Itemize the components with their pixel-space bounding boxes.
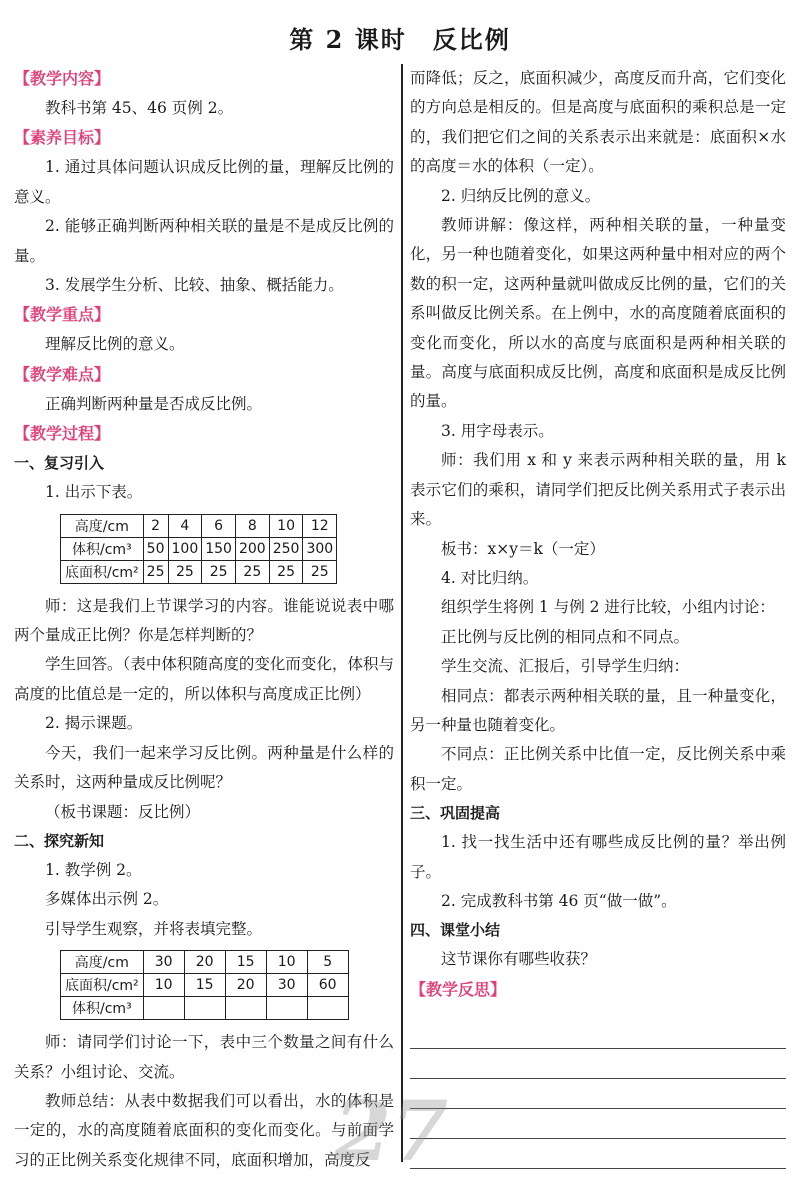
- table-cell: 6: [202, 514, 236, 537]
- table-cell: 15: [184, 974, 225, 997]
- r-para-8: 组织学生将例 1 与例 2 进行比较，小组内讨论：: [441, 598, 775, 617]
- table-cell: 25: [143, 560, 168, 583]
- table-cell: 4: [168, 514, 202, 537]
- table-cell: 150: [202, 537, 236, 560]
- r-para-12: 不同点：正比例关系中比值一定，反比例关系中乘积一定。: [410, 745, 786, 793]
- teaching-content: 教科书第 45、46 页例 2。: [45, 99, 234, 117]
- section-4-heading: 四、课堂小结: [410, 921, 501, 940]
- table-cell-blank: [307, 997, 348, 1020]
- table-row: [61, 974, 349, 997]
- s3-para-2: 2. 完成教科书第 46 页“做一做”。: [441, 891, 677, 910]
- table-row: [61, 560, 337, 583]
- table-cell: 底面积/cm²: [61, 560, 144, 583]
- goal-3: 3. 发展学生分析、比较、抽象、概括能力。: [45, 276, 344, 295]
- section-3-heading: 三、巩固提高: [410, 804, 501, 823]
- table-row: [61, 514, 337, 537]
- r-para-3: 教师讲解：像这样，两种相关联的量，一种量变化，另一种也随着变化，如果这两种量中相对应的两个数的积一定，这两种量就叫做成反比例的量，它们的关系叫做反比例关系。在上例中，水的高度随着底面积的变化而变化，所以水的高度与底面积是两种相关联的量。高度与底面积成反比例，高度和底面积是成反比例的量。: [410, 216, 786, 411]
- table-cell: 30: [143, 951, 184, 974]
- s1-para-1: 1. 出示下表。: [45, 483, 143, 502]
- table-cell: 15: [225, 951, 266, 974]
- table-cell-blank: [266, 997, 307, 1020]
- table-cell-blank: [184, 997, 225, 1020]
- r-para-5: 师：我们用 x 和 y 来表示两种相关联的量，用 k 表示它们的乘积，请同学们把反比例关系用式子表示出来。: [410, 451, 786, 529]
- table-cell: 50: [143, 537, 168, 560]
- key-point-heading: 【教学重点】: [14, 305, 111, 325]
- table-cell: 25: [168, 560, 202, 583]
- table-cell: 300: [303, 537, 337, 560]
- r-para-1: 而降低；反之，底面积减少，高度反而升高，它们变化的方向总是相反的。但是高度与底面积的乘积总是一定的，我们把它们之间的关系表示出来就是：底面积×水的高度＝水的体积（一定）。: [410, 69, 786, 176]
- difficulty-heading: 【教学难点】: [14, 364, 111, 384]
- s1-para-2: 师：这是我们上节课学习的内容。谁能说说表中哪两个量成正比例？你是怎样判断的？: [14, 596, 394, 645]
- s1-para-5: 今天，我们一起来学习反比例。两种量是什么样的关系时，这两种量成反比例呢？: [14, 743, 394, 792]
- section-1-heading: 一、复习引入: [14, 454, 105, 473]
- reflection-lines: [410, 1019, 786, 1169]
- table-cell: 25: [202, 560, 236, 583]
- s2-para-5: 教师总结：从表中数据我们可以看出，水的体积是一定的，水的高度随着底面积的变化而变化。与前面学习的正比例关系变化规律不同，底面积增加，高度反: [14, 1091, 394, 1169]
- r-para-6: 板书：x×y＝k（一定）: [441, 539, 605, 558]
- goal-1: 1. 通过具体问题认识成反比例的量，理解反比例的意义。: [14, 158, 394, 206]
- writing-line: [410, 1139, 786, 1169]
- table-cell: 10: [269, 514, 303, 537]
- table-cell: 60: [307, 974, 348, 997]
- s2-para-3: 引导学生观察，并将表填完整。: [45, 919, 263, 938]
- writing-line: [410, 1019, 786, 1049]
- writing-line: [410, 1109, 786, 1139]
- table-cell-blank: [143, 997, 184, 1020]
- s2-para-2: 多媒体出示例 2。: [45, 890, 169, 909]
- s2-para-4: 师：请同学们讨论一下，表中三个数量之间有什么关系？小组讨论、交流。: [14, 1033, 394, 1081]
- table-cell: 100: [168, 537, 202, 560]
- page-number: 27: [334, 1084, 449, 1180]
- table-cell: 底面积/cm²: [61, 974, 144, 997]
- difficulty: 正确判断两种量是否成反比例。: [45, 394, 263, 413]
- lesson-title: 第 2 课时 反比例: [289, 25, 511, 54]
- table-cell: 20: [225, 974, 266, 997]
- s4-para-1: 这节课你有哪些收获？: [441, 950, 597, 969]
- table-cell: 体积/cm³: [61, 997, 144, 1020]
- key-point: 理解反比例的意义。: [45, 335, 185, 354]
- s1-para-4: 2. 揭示课题。: [45, 714, 143, 733]
- table-cell: 25: [269, 560, 303, 583]
- table-cell: 5: [307, 951, 348, 974]
- table-cell: 200: [235, 537, 269, 560]
- table-cell: 10: [143, 974, 184, 997]
- table-cell: 25: [303, 560, 337, 583]
- r-para-2: 2. 归纳反比例的意义。: [441, 186, 601, 205]
- writing-line: [410, 1079, 786, 1109]
- table-cell: 10: [266, 951, 307, 974]
- s1-para-3: 学生回答。（表中体积随高度的变化而变化，体积与高度的比值总是一定的，所以体积与高度成正比例）: [14, 655, 394, 703]
- teaching-content-heading: 【教学内容】: [14, 69, 111, 88]
- table-row: [61, 537, 337, 560]
- table-cell: 体积/cm³: [61, 537, 144, 560]
- table-cell: 25: [235, 560, 269, 583]
- goal-2: 2. 能够正确判断两种相关联的量是不是成反比例的量。: [14, 217, 394, 265]
- s1-para-6: （板书课题：反比例）: [45, 802, 201, 821]
- column-divider: [401, 64, 403, 1162]
- writing-line: [410, 1049, 786, 1079]
- table-cell: 30: [266, 974, 307, 997]
- table-cell: 250: [269, 537, 303, 560]
- left-column: [14, 64, 394, 1175]
- review-table: [60, 514, 337, 584]
- goals-heading: 【素养目标】: [14, 128, 111, 148]
- table-cell: 20: [184, 951, 225, 974]
- s3-para-1: 1. 找一找生活中还有哪些成反比例的量？举出例子。: [410, 833, 786, 881]
- r-para-10: 学生交流、汇报后，引导学生归纳：: [441, 657, 690, 676]
- table-cell: 高度/cm: [61, 514, 144, 537]
- s2-para-1: 1. 教学例 2。: [45, 860, 142, 879]
- right-column: [410, 64, 786, 1169]
- table-row: [61, 997, 349, 1020]
- table-cell: 2: [143, 514, 168, 537]
- r-para-7: 4. 对比归纳。: [441, 568, 539, 587]
- process-heading: 【教学过程】: [14, 424, 111, 444]
- table-cell: 8: [235, 514, 269, 537]
- r-para-11: 相同点：都表示两种相关联的量，且一种量变化，另一种量也随着变化。: [410, 686, 786, 734]
- section-2-heading: 二、探究新知: [14, 831, 105, 850]
- r-para-4: 3. 用字母表示。: [441, 421, 554, 440]
- reflection-heading: 【教学反思】: [410, 979, 507, 999]
- table-cell: 12: [303, 514, 337, 537]
- table-row: [61, 951, 349, 974]
- r-para-9: 正比例与反比例的相同点和不同点。: [441, 627, 690, 646]
- example-table: [60, 950, 349, 1020]
- table-cell: 高度/cm: [61, 951, 144, 974]
- table-cell-blank: [225, 997, 266, 1020]
